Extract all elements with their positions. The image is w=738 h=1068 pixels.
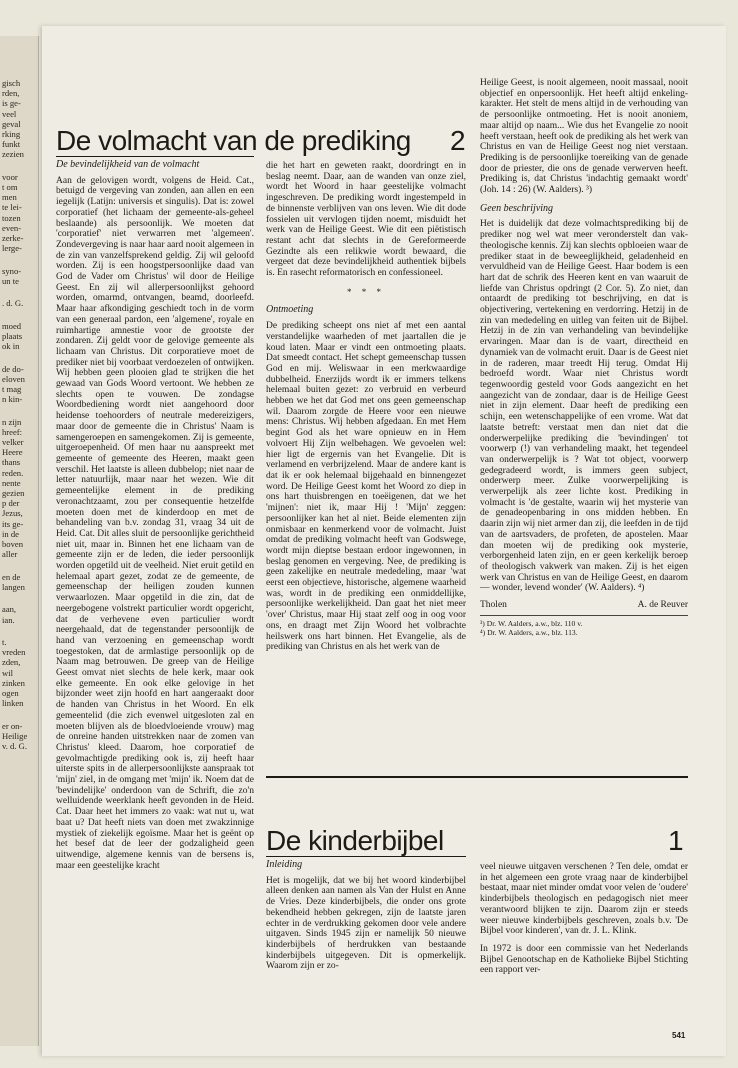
left-page-fragment: veel (2, 108, 17, 119)
left-page-fragment: its ge- (2, 518, 24, 529)
article1-footnotes (480, 615, 688, 637)
article1-col3-text-b: Het is duidelijk dat deze volmachtsprediking bij de prediker nog wel wat meer veronderstelt dan vak-theologische kennis. Zij kan slechts opbloeien waar de prediker staat in de beweeglijkheid, geladenheid en vervuldheid van de Heilige Geest. Haar bodem is een hart dat de schrik des Heeren kent en van waaruit de liefde van Christus opdringt (2 Cor. 5). Zo niet, dan ontaardt de prediking tot beschrijving, en dat is objectivering, vertekening en verdorring. Hetzij in de zin van mededeling en uitleg van feiten uit de Bijbel. Hetzij in de zin van verhandeling van bevindelijke ervaringen. Maar dan is de vaart, directheid en dynamiek van de volmacht eruit. Daar is de Geest niet in de raderen, maar treedt Hij terug. Omdat Hij bedroefd wordt. Waar niet Christus wordt tegenwoordig gesteld voor Gods aangezicht en het aangezicht van de zondaar, daar is de Heilige Geest niet in zijn element. Daar heeft de prediking een schijn, een wetenschappelijke of een vrome. Wat dat laatste betreft: verstaat men dan niet dat die onderwerpelijke prediking die 'bevindingen' tot voorwerp (!) van verhandeling maakt, het tegendeel van onderwerpelijk is ? Wat tot object, voorwerp gedegradeerd wordt, is immers geen subject, onderwerp meer. Zulke voorwerpelijking is verwerpelijk als zeer lichte kost. Prediking in volmacht is 'de gestalte, waarin wij het mysterie van de genadeopenbaring in ons midden hebben. En daarin zijn wij niet armer dan zij, die leefden in de tijd van de aartsvaders, de profeten, de apostelen. Maar dan moeten wij de prediking ook mysterie, verborgenheid laten zijn, en er geen kerkelijk beroep of theologisch vakwerk van maken. Zij is het eigen werk van Christus en van de Heilige Geest, en daarom — wonder, levend wonder' (W. Aalders). ⁴) (480, 219, 688, 594)
left-page-fragment: linken (2, 698, 24, 709)
left-page-fragment: thans (2, 457, 21, 468)
article1-column-1 (56, 160, 254, 1050)
signature-author: A. de Reuver (637, 600, 688, 611)
left-page-fragment: vreden (2, 647, 26, 658)
left-page-fragment: t om (2, 182, 18, 193)
left-page-fragment: tozen (2, 212, 21, 223)
left-page-fragment: plaats (2, 330, 23, 341)
article1-subhead-geen-beschrijving: Geen beschrijving (480, 202, 554, 214)
left-page-fragment: ok in (2, 341, 20, 352)
left-page-fragment: geval (2, 118, 21, 129)
left-page-fragment: t. (2, 636, 7, 647)
left-page-fragment: ian. (2, 614, 15, 625)
left-page-fragment: moed (2, 320, 22, 331)
article1-col2-text-b: De prediking scheept ons niet af met een aantal verstandelijke waarheden of met jaartallen die je koud laten. Maar er vindt een ontmoeting plaats. Dat smeedt contact. Het schept gemeenschap tussen God en mij. Weliswaar in een merkwaardige dubbelheid. Enerzijds wordt ik er immers telkens helemaal buiten gezet: zo verbruid en verbeurd hebben we het dat God met ons geen gemeenschap wil. Daarom zorgde de Heere voor een nieuwe mens: Christus. Wij hebben afgedaan. En met Hem begint God als het ware opnieuw en in Hem volvoert Hij Zijn welbehagen. We gevoelen wel: hier ligt de ergernis van het Evangelie. Dit is verlamend en verbrijzelend. Maar de andere kant is dat ik er ook helemaal bijgehaald en binnengezet word. De Heilige Geest komt het Woord zo diep in ons hart thuisbrengen en toeëigenen, dat we het 'mijnen': niet ik, maar Hij ! 'Mijn' zeggen: persoonlijker kan het al niet. Beide elementen zijn onmisbaar en kenmerkend voor de volmacht. Juist omdat de prediking volmacht heeft van Godswege, wordt mijn dieptse bestaan erdoor ingewonnen, in beslag genomen en vergeving. Nee, de prediking is geen zakelijke en neutrale mededeling, maar 'wat eerst een objectieve, historische, algemene waarheid was, wordt in de prediking een onmiddellijke, persoonlijke werkelijkheid. Dan gaat het niet meer 'over' Christus, maar Hij staat zelf oog in oog voor ons, en draagt met Zijn Woord het volbrachte heilswerk ons hart binnen. Het Evangelie, als de prediking van Christus en als het werk van de (266, 321, 466, 653)
left-page-fragment: zinken (2, 677, 25, 688)
left-page-fragment: rden, (2, 88, 20, 99)
article2-part-number: 1 (668, 825, 684, 856)
article2-col3-text-a: veel nieuwe uitgaven verschenen ? Ten dele, omdat er in het algemeen een grote vraag naar de kinderbijbel bestaat, maar niet minder omdat voor velen de 'oudere' kinderbijbels theologisch en pedagogisch niet meer verantwoord blijken te zijn. Daarom zijn er steeds weer nieuwe kinderbijbels geschreven, zoals b.v. 'De Bijbel voor kinderen', van dr. J. L. Klink. (480, 862, 688, 937)
left-page-fragment: te lei- (2, 202, 22, 213)
left-page-fragment: Heere (2, 447, 23, 458)
article2-top-rule (266, 776, 688, 778)
left-page-fragment: in de (2, 528, 19, 539)
left-page-fragment: funkt (2, 139, 21, 150)
left-page-fragment: . d. G. (2, 298, 24, 309)
article1-column-2 (266, 161, 466, 653)
left-page-edge (0, 36, 39, 1046)
left-page-fragment: boven (2, 539, 24, 550)
left-page-fragment: even- (2, 222, 22, 233)
left-page-fragment: gezien (2, 488, 25, 499)
left-page-fragment: langen (2, 581, 25, 592)
article1-title: De volmacht van de prediking (56, 125, 411, 156)
article1-subhead-bevindelijkheid: De bevindelijkheid van de volmacht (56, 159, 200, 170)
article1-col2-text-a: die het hart en geweten raakt, doordringt en in beslag neemt. Daar, aan de wanden van onze ziel, wordt het Woord in haar geestelijke volmacht ingeschreven. De prediking wordt ingestempeld in de binnenste verblijven van ons leven. Wie dit dode fossielen uit vervlogen tijden noemt, misduidt het werk van de Heilige Geest. Wie dit een piëtistisch restant acht dat slechts in de Gereformeerde Gezindte als een relikwie wordt bewaard, die vergeet dat deze bevindelijkheid authentiek bijbels is. En rasecht reformatorisch en confessioneel. (266, 161, 466, 279)
left-page-fragment: hreef: (2, 426, 23, 437)
left-page-fragment: is ge- (2, 98, 21, 109)
left-page-fragment: Jezus, (2, 508, 23, 519)
left-page-fragment: gisch (2, 78, 21, 88)
left-page-fragment: eloven (2, 373, 25, 384)
left-page-fragment: zezien (2, 149, 24, 160)
left-page-fragment: rking (2, 129, 21, 139)
left-page-fragment: Heilige (2, 730, 28, 741)
left-page-fragment: lerge- (2, 243, 22, 254)
left-page-fragment: velker (2, 437, 24, 448)
article2-subhead-inleiding: Inleiding (266, 859, 303, 870)
left-page-fragment: reden. (2, 467, 24, 478)
article1-subhead-ontmoeting: Ontmoeting (266, 304, 314, 316)
magazine-page (42, 26, 726, 1056)
article1-col1-text: Aan de gelovigen wordt, volgens de Heid. Cat., betuigd de vergeving van zonden, aan allen en een iegelijk (Latijn: universis et singulis). Dat is: zowel corporatief (het lichaam der gemeente-als-geheel beslaande) als persoonlijk. We moeten dat 'corporatief' niet verwarren met 'algemeen'. Zondevergeving is naar haar aard nooit algemeen in de zin van vanzelfsprekend geldig. Zij wil geloofd worden. Zij is een hoogstpersoonlijke daad van God de Vader om Christus' wil door de Heilige Geest. En zij wil allerpersoonlijkst gehoord worden, omarmd, ontvangen, beamd, doorleefd. Maar haar afkondiging geschiedt toch in de vorm van een generaal pardon, een 'algemene', royale en ruimhartige amnestie voor de grootste der zondaren. Zij geldt voor de gelovige gemeente als lichaam van Christus. Dit corporatieve moet de prediker niet bij voorbaat verdoezelen of ontwijken. Wij hebben geen plooien glad te strijken die het gewaad van Gods Woord vertoont. We hebben ze slechts open te vouwen. De zondagse Woordbediening wordt niet aangehoord door heidense toehoorders of neutrale medereizigers, maar door de gemeente die in Christus' Naam is samengeroepen en samengekomen. Zij is gemeente, uitgeroepenheid. Of men haar nu aanspreekt met gemeente of gemeente des Heeren, maakt geen verschil. Het laatste is alleen dubbelop; niet naar de letter natuurlijk, maar naar het wezen. Wie dit gemeentelijke element in de prediking veronachtzaamt, zou per consequentie hetzelfde moeten doen met de kinderdoop en met de behandeling van b.v. zondag 31, vraag 34 uit de Heid. Cat. Dit alles sluit de persoonlijke gerichtheid niet uit, maar in. Binnen het ene lichaam van de gemeente zijn er de leden, die ieder persoonlijk worden opgetild uit de veelheid. Niet eruit getild en helemaal apart gezet, zodat ze de gemeente, de gemeenschap der heiligen zouden kunnen verwaarlozen. Maar opgetild in die zin, dat de neergebogene volstrekt particulier wordt opgericht, dat de verhevene even particulier wordt neergehaald, dat de tegenstander persoonlijk de hand van verzoening en gemeenschap wordt toegestoken, dat de armlastige persoonlijk op de Naam mag betrouwen. De greep van de Heilige Geest omvat niet slechts de hele kerk, maar ook elke gemeente. En ook elke gelovige in het bijzonder weet zijn hoofd en hart aangeraakt door de handen van Christus in het Woord. En elk gemeentelid (die zich evenwel uitgesloten zal en moeten blijven als de bloedvloeiende vrouw) mag de onreine handen uitstrekken naar de zomen van Christus' kleed. Daarom, hoe corporatief de gevolmachtigde prediking ook is, zij heeft haar uiterste spits in de allerpersoonlijkste aanspraak tot 'mijn' ziel, in de omgang met 'mijn' ik. Noem dat de 'bevindelijke' onderdoon van de Schrift, die zo'n welluidende weerklank heeft gevonden in de Heid. Cat. Daar heet het immers zo vaak: wat nut u, wat baat u? Dat heeft niets van doen met zwakzinnige mystiek of ziekelijk egoïsme. Maar het is geënt op het besef dat de leer der godzaligheid geen uitwendige, algemene kennis van de bersens is, maar een geestelijke kracht (56, 175, 254, 871)
footnote-3: ³) Dr. W. Aalders, a.w., blz. 110 v. (480, 618, 583, 628)
left-page-fragment: en de (2, 571, 21, 582)
left-page-fragment: p der (2, 498, 20, 509)
left-page-fragment: t mag (2, 384, 22, 394)
left-page-fragment: aan, (2, 604, 17, 615)
article2-title-rule (266, 856, 466, 857)
article2-col3-text-b: In 1972 is door een commissie van het Nederlands Bijbel Genootschap en de Katholieke Bijbel Stichting een rapport ver- (480, 943, 688, 976)
signature-place: Tholen (480, 600, 507, 611)
page-number: 541 (672, 1031, 686, 1040)
left-page-fragment: aller (2, 549, 18, 560)
left-page-fragment: voor (2, 171, 18, 182)
article2-column-3 (480, 862, 688, 1022)
article1-part-number: 2 (450, 125, 466, 156)
left-page-fragment: zerke- (2, 233, 24, 244)
left-page-fragment: un te (2, 275, 19, 286)
article1-column-3 (480, 78, 688, 798)
article1-col3-text-a: Heilige Geest, is nooit algemeen, nooit massaal, nooit objectief en onpersoonlijk. Het heeft altijd enkeling-karakter. Het stelt de mens altijd in de verhouding van de persoonlijke ontmoeting. Het is nooit anoniem, maar altijd op naam... Wie dus het Evangelie zo nooit heeft verstaan, heeft ook de prediking als het werk van Christus en van de Heilige Geest nog niet verstaan. Prediking is de persoonlijke toereiking van de genade door de priester, die ons de genade verwerven heeft. Prediking is, dat Christus 'indachtig gemaakt wordt' (Joh. 14 : 26) (W. Aalders). ³) (480, 78, 688, 196)
left-page-fragment: nente (2, 477, 21, 488)
article2-column-2 (266, 860, 466, 1020)
article2-title: De kinderbijbel (266, 825, 444, 856)
footnote-4: ⁴) Dr. W. Aalders, a.w., blz. 113. (480, 627, 578, 637)
left-page-fragment: zden, (2, 657, 21, 668)
left-page-fragment: v. d. G. (2, 741, 27, 751)
left-page-fragment: de do- (2, 363, 24, 374)
left-page-fragment: ogen (2, 687, 19, 698)
left-page-fragment: men (2, 192, 17, 203)
article2-col2-text: Het is mogelijk, dat we bij het woord kinderbijbel alleen denken aan namen als Van der Hulst en Anne de Vries. Deze kinderbijbels, die onder ons grote bekendheid hebben gekregen, zijn de laatste jaren echter in de verdrukking gekomen door vele andere uitgaven. Sinds 1945 zijn er namelijk 50 nieuwe kinderbijbels of herdrukken van bestaande kinderbijbels uitgegeven. Dit is opmerkelijk. Waarom zijn er zo- (266, 875, 466, 972)
article1-title-rule (56, 156, 254, 157)
left-page-fragment: wil (2, 667, 13, 678)
left-page-fragment: er on- (2, 720, 23, 731)
left-page-fragment: n zijn (2, 416, 22, 427)
left-page-fragment: n kin- (2, 394, 23, 405)
article1-signature (480, 600, 688, 611)
section-divider-stars: * * * (347, 286, 385, 297)
left-page-fragment: syno- (2, 265, 22, 276)
